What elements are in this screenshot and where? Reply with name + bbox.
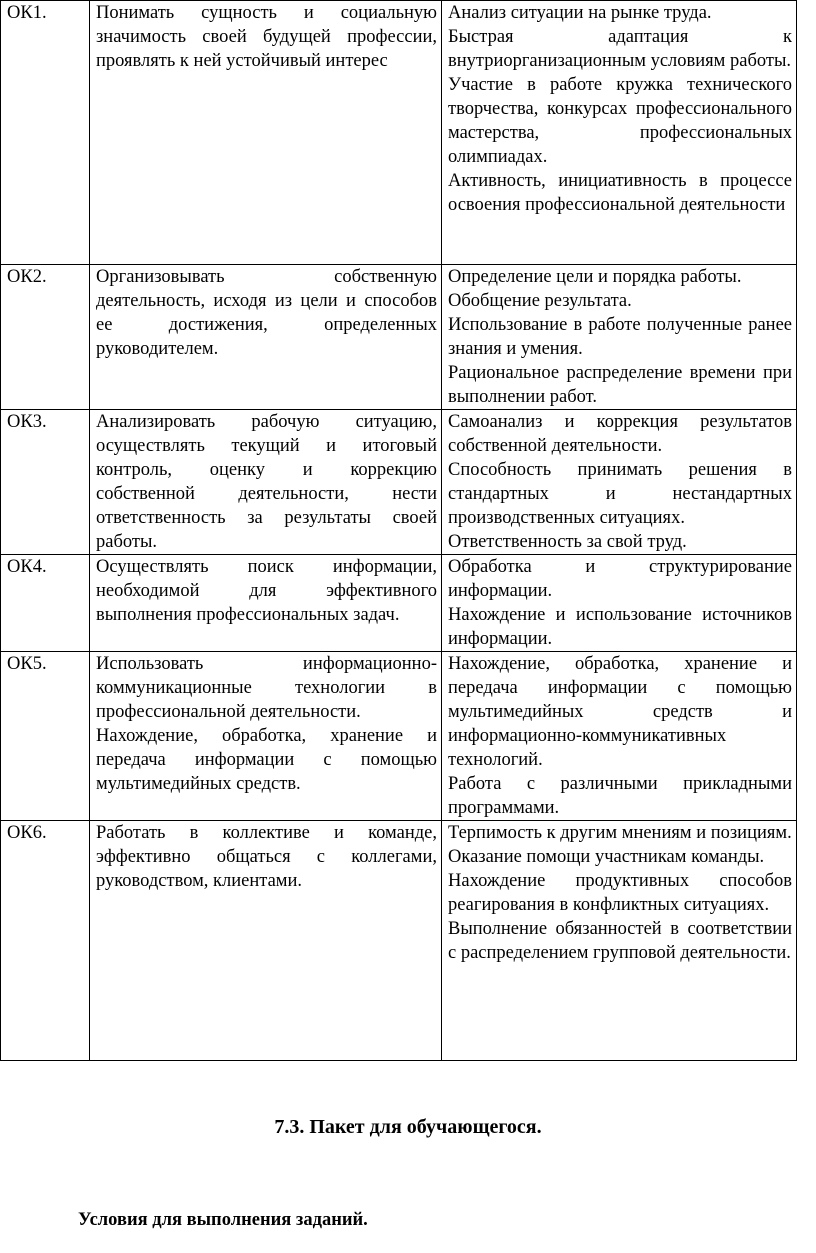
performance-indicators xyxy=(442,555,797,652)
competency-code: ОК2. xyxy=(1,265,90,410)
indicator-item: Выполнение обязанностей в соответствии с распределением групповой деятельности. xyxy=(448,919,792,963)
indicator-item: Нахождение продуктивных способов реагирования в конфликтных ситуациях. xyxy=(448,871,792,915)
indicator-item: Нахождение и использование источников информации. xyxy=(448,605,792,649)
indicator-item: Активность, инициативность в процессе освоения профессиональной деятельности xyxy=(448,171,792,215)
description-paragraph: Понимать сущность и социальную значимость своей будущей профессии, проявлять к ней устойчивый интерес xyxy=(96,3,437,71)
table-row xyxy=(1,821,797,1061)
section-subheading: Условия для выполнения заданий. xyxy=(78,1210,368,1230)
section-heading: 7.3. Пакет для обучающегося. xyxy=(274,1116,542,1138)
description-paragraph: Использовать информационно-коммуникационные технологии в профессиональной деятельности. xyxy=(96,654,437,722)
competency-code: ОК5. xyxy=(1,652,90,821)
performance-indicators xyxy=(442,410,797,555)
indicator-item: Нахождение, обработка, хранение и передача информации с помощью мультимедийных средств и информационно-коммуникативных технологий. xyxy=(448,654,792,770)
competency-description xyxy=(90,821,442,1061)
indicator-item: Определение цели и порядка работы. xyxy=(448,267,742,287)
indicator-item: Рациональное распределение времени при выполнении работ. xyxy=(448,363,792,407)
performance-indicators xyxy=(442,821,797,1061)
indicator-item: Самоанализ и коррекция результатов собственной деятельности. xyxy=(448,412,792,456)
competency-code: ОК4. xyxy=(1,555,90,652)
competency-code: ОК3. xyxy=(1,410,90,555)
performance-indicators xyxy=(442,265,797,410)
competency-code: ОК6. xyxy=(1,821,90,1061)
indicator-item: Анализ ситуации на рынке труда. xyxy=(448,3,712,23)
competency-description xyxy=(90,652,442,821)
competency-description xyxy=(90,410,442,555)
competency-description xyxy=(90,1,442,265)
competency-description xyxy=(90,265,442,410)
indicator-item: Быстрая адаптация к внутриорганизационным условиям работы. xyxy=(448,27,792,71)
indicator-item: Ответственность за свой труд. xyxy=(448,532,687,552)
indicator-item: Использование в работе полученные ранее знания и умения. xyxy=(448,315,792,359)
competencies-table-body xyxy=(1,1,797,1061)
performance-indicators xyxy=(442,652,797,821)
indicator-item: Способность принимать решения в стандартных и нестандартных производственных ситуациях. xyxy=(448,460,792,528)
competency-code: ОК1. xyxy=(1,1,90,265)
table-row xyxy=(1,265,797,410)
table-row xyxy=(1,555,797,652)
description-paragraph: Нахождение, обработка, хранение и передача информации с помощью мультимедийных средств. xyxy=(96,726,437,794)
indicator-item: Терпимость к другим мнениям и позициям. xyxy=(448,823,792,843)
indicator-item: Участие в работе кружка технического творчества, конкурсах профессионального мастерства, профессиональных олимпиадах. xyxy=(448,75,792,167)
indicator-item: Оказание помощи участникам команды. xyxy=(448,847,765,867)
description-paragraph: Работать в коллективе и команде, эффективно общаться с коллегами, руководством, клиентами. xyxy=(96,823,437,891)
description-paragraph: Организовывать собственную деятельность, исходя из цели и способов ее достижения, определенных руководителем. xyxy=(96,267,437,359)
description-paragraph: Осуществлять поиск информации, необходимой для эффективного выполнения профессиональных задач. xyxy=(96,557,437,625)
indicator-item: Обобщение результата. xyxy=(448,291,632,311)
competency-description xyxy=(90,555,442,652)
table-row xyxy=(1,1,797,265)
table-row xyxy=(1,410,797,555)
indicator-item: Работа с различными прикладными программами. xyxy=(448,774,792,818)
indicator-item: Обработка и структурирование информации. xyxy=(448,557,792,601)
table-row xyxy=(1,652,797,821)
performance-indicators xyxy=(442,1,797,265)
description-paragraph: Анализировать рабочую ситуацию, осуществлять текущий и итоговый контроль, оценку и коррекцию собственной деятельности, нести ответственность за результаты своей работы. xyxy=(96,412,437,552)
